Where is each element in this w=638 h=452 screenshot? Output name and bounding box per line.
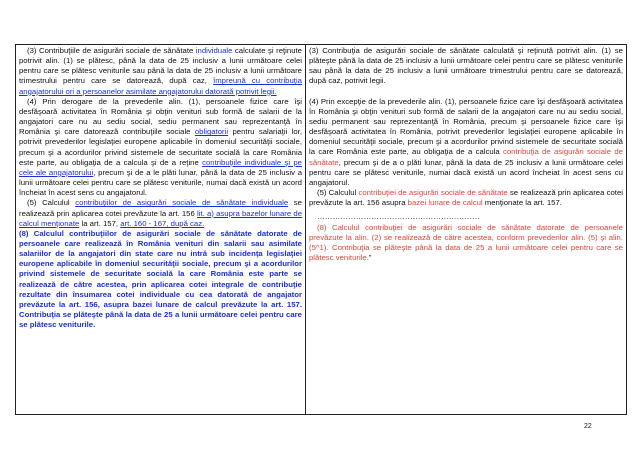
proposed-text-column	[306, 45, 626, 414]
left-paragraph-3: (3) Contribuţiile de asigurări sociale de sănătate individuale calculate şi reţinute potrivit alin. (1) se plătesc, până la data de 25 inclusiv a lunii următoare celei pentru care se plătesc veniturile sau până la data de 25 inclusiv a lunii următoare trimestrului pentru care se datorează, după caz, împreună cu contribuţia angajatorului ori a persoanelor asimilate angajatorului datorată potrivit legii.	[19, 46, 302, 96]
right-paragraph-5: (5) Calculul contribuţiei de asigurări sociale de sănătate se realizează prin aplicarea cotei prevăzute la art. 156 asupra bazei lunare de calcul menţionate la art. 157.	[309, 188, 623, 208]
left-paragraph-8: (8) Calculul contribuţiilor de asigurări sociale de sănătate datorate de persoanele care realizează în România venituri din salarii sau asimilate salariilor de la angajatori din state care nu intră sub incidenţa legislaţiei europene aplicabile în domeniul securităţii sociale, precum şi a acordurilor privind sistemele de securitate socială la care România este parte se realizează de către acestea, prin aplicarea cotei integrale de contribuţie rezultate din însumarea cotei individuale cu cea datorată de angajator prevăzute la art. 156, asupra bazei lunare de calcul prevăzute la art. 157. Contribuţia se plăteşte până la data de 25 a lunii următoare celei pentru care se plătesc veniturile.	[19, 228, 302, 330]
right-paragraph-3: (3) Contribuţia de asigurări sociale de sănătate calculată şi reţinută potrivit alin. (1) se plăteşte până la data de 25 inclusiv a lunii următoare celei pentru care se plătesc veniturile sau până la data de 25 inclusiv a lunii următoare trimestrului pentru care se datorează, după caz, potrivit legii.	[309, 46, 623, 86]
right-paragraph-8: (8) Calculul contribuţiei de asigurări sociale de sănătate datorate de persoanele prevăzute la alin. (2) se realizează de către acestea, conform prevederilor alin. (5) şi alin. (5^1). Contribuţia se plăteşte până la data de 25 a lunii următoare celei pentru care se plătesc veniturile.”	[309, 222, 623, 262]
current-text-column	[16, 45, 306, 414]
ellipsis-line: ………………………………………………………	[317, 212, 480, 222]
comparison-table	[15, 44, 627, 415]
page-number: 22	[584, 423, 592, 430]
left-paragraph-4: (4) Prin derogare de la prevederile alin. (1), persoanele fizice care îşi desfăşoară activitatea în România şi obţin venituri sub formă de salarii de la angajatori care nu au sediu social, sediu permanent sau reprezentanţă în România şi care datorează contribuţiile sociale obligatorii pentru salariaţii lor, potrivit prevederilor legislaţiei europene aplicabile în domeniul securităţii sociale, precum şi a acordurilor privind sistemele de securitate socială la care România este parte, au obligaţia de a calcula şi de a reţine contribuţiile individuale şi pe cele ale angajatorului, precum şi de a le plăti lunar, până la data de 25 inclusiv a lunii următoare celei pentru care se plătesc veniturile, numai dacă există un acord încheiat în acest sens cu angajatorul.	[19, 96, 303, 198]
left-paragraph-5: (5) Calculul contribuţiilor de asigurări sociale de sănătate individuale se realizează prin aplicarea cotei prevăzute la art. 156 lit. a) asupra bazelor lunare de calcul menţionate la art. 157, art. 160 - 167, după caz.	[19, 198, 302, 228]
right-paragraph-4: (4) Prin excepţie de la prevederile alin. (1), persoanele fizice care îşi desfăşoară activitatea în România şi obţin venituri sub formă de salarii de la angajatori care nu au sediu social, sediu permanent sau reprezentanţă în România, precum şi persoanele fizice care îşi desfăşoară activitatea în România, potrivit prevederilor legislaţiei europene aplicabile în domeniul securităţii sociale, precum şi a acordurilor privind sistemele de securitate socială la care România este parte, au obligaţia de a calcula contribuţia de asigurări sociale de sănătate, precum şi de a o plăti lunar, până la data de 25 inclusiv a lunii următoare celei pentru care se plătesc veniturile, numai dacă există un acord încheiat în acest sens cu angajatorul.	[309, 96, 623, 187]
